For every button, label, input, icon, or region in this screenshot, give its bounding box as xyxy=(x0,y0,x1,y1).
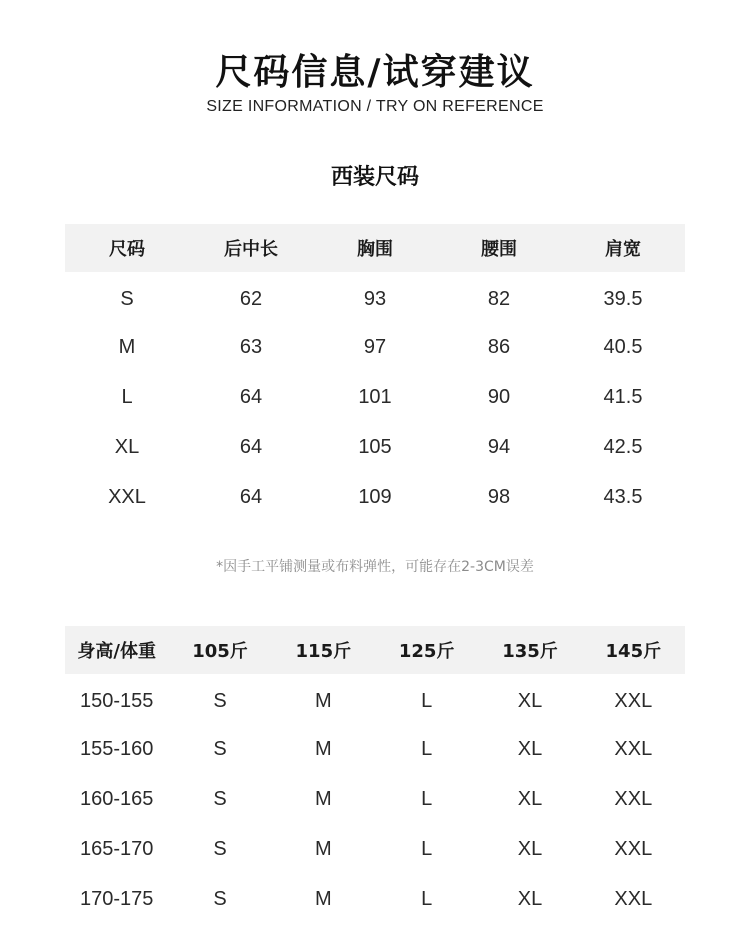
table-cell: 150-155 xyxy=(79,689,154,712)
fit-col-header: 125斤 xyxy=(398,641,455,662)
table-cell: 93 xyxy=(363,287,387,310)
fit-col-header: 身高/体重 xyxy=(77,641,156,662)
table-cell: 160-165 xyxy=(79,787,154,810)
table-row xyxy=(65,322,685,372)
table-cell: S xyxy=(213,787,227,810)
table-cell: XL xyxy=(517,887,543,910)
table-row xyxy=(65,272,685,322)
table-cell: 41.5 xyxy=(603,385,643,408)
table-row xyxy=(65,372,685,422)
table-cell: S xyxy=(213,887,227,910)
table-cell: 42.5 xyxy=(603,435,643,458)
fit-col-header: 145斤 xyxy=(605,641,662,662)
page-subtitle: SIZE INFORMATION / TRY ON REFERENCE xyxy=(206,98,544,115)
table-cell: XL xyxy=(517,737,543,760)
table-cell: 90 xyxy=(487,385,511,408)
table-cell: L xyxy=(421,887,433,910)
table-cell: XXL xyxy=(614,737,653,760)
table-cell: XXL xyxy=(108,485,146,508)
size-col-header: 尺码 xyxy=(109,239,145,260)
table-cell: 64 xyxy=(239,385,263,408)
table-cell: 40.5 xyxy=(603,335,643,358)
fit-col-header: 105斤 xyxy=(192,641,248,662)
table-cell: M xyxy=(314,887,332,910)
table-cell: 64 xyxy=(239,485,263,508)
table-cell: XL xyxy=(517,689,543,712)
table-cell: 94 xyxy=(487,435,511,458)
size-col-header: 后中长 xyxy=(224,239,278,260)
table-cell: S xyxy=(120,287,134,310)
table-cell: S xyxy=(213,837,227,860)
table-cell: XXL xyxy=(614,887,653,910)
table-cell: S xyxy=(213,689,227,712)
size-section-title: 西装尺码 xyxy=(330,165,419,190)
size-col-header: 腰围 xyxy=(481,239,517,260)
table-cell: XL xyxy=(517,837,543,860)
table-cell: L xyxy=(421,689,433,712)
table-cell: M xyxy=(314,737,332,760)
table-cell: 39.5 xyxy=(603,287,643,310)
fit-table xyxy=(65,626,685,924)
table-cell: L xyxy=(421,737,433,760)
table-cell: 43.5 xyxy=(603,485,643,508)
table-cell: XXL xyxy=(614,689,653,712)
table-cell: XL xyxy=(517,787,543,810)
table-cell: 165-170 xyxy=(79,837,154,860)
table-cell: M xyxy=(314,787,332,810)
table-cell: 98 xyxy=(487,485,511,508)
table-cell: XXL xyxy=(614,787,653,810)
page-title: 尺码信息/试穿建议 xyxy=(215,52,535,93)
table-cell: M xyxy=(314,689,332,712)
table-cell: 63 xyxy=(239,335,263,358)
table-cell: M xyxy=(314,837,332,860)
fit-col-header: 135斤 xyxy=(502,641,558,662)
table-cell: XXL xyxy=(614,837,653,860)
table-cell: S xyxy=(213,737,227,760)
table-cell: 86 xyxy=(487,335,511,358)
fit-col-header: 115斤 xyxy=(295,641,352,662)
table-row xyxy=(65,724,685,774)
size-table xyxy=(65,224,685,522)
table-cell: 101 xyxy=(358,385,392,408)
table-row xyxy=(65,472,685,522)
table-row xyxy=(65,774,685,824)
table-row xyxy=(65,674,685,724)
table-row xyxy=(65,874,685,924)
table-row xyxy=(65,422,685,472)
table-cell: 62 xyxy=(239,287,263,310)
size-col-header: 肩宽 xyxy=(605,239,641,260)
table-cell: 105 xyxy=(358,435,392,458)
table-cell: L xyxy=(121,385,133,408)
table-cell: 64 xyxy=(239,435,263,458)
size-table-header-row xyxy=(65,224,685,272)
table-cell: 82 xyxy=(487,287,511,310)
table-cell: 97 xyxy=(363,335,387,358)
table-cell: XL xyxy=(114,435,140,458)
table-cell: L xyxy=(421,837,433,860)
table-cell: L xyxy=(421,787,433,810)
table-cell: 170-175 xyxy=(79,887,154,910)
size-col-header: 胸围 xyxy=(357,239,393,260)
table-cell: M xyxy=(118,335,136,358)
fit-table-header-row xyxy=(65,626,685,674)
table-row xyxy=(65,824,685,874)
table-cell: 155-160 xyxy=(79,737,154,760)
table-cell: 109 xyxy=(358,485,392,508)
measurement-note: *因手工平铺测量或布料弹性，可能存在2-3CM误差 xyxy=(216,559,534,575)
